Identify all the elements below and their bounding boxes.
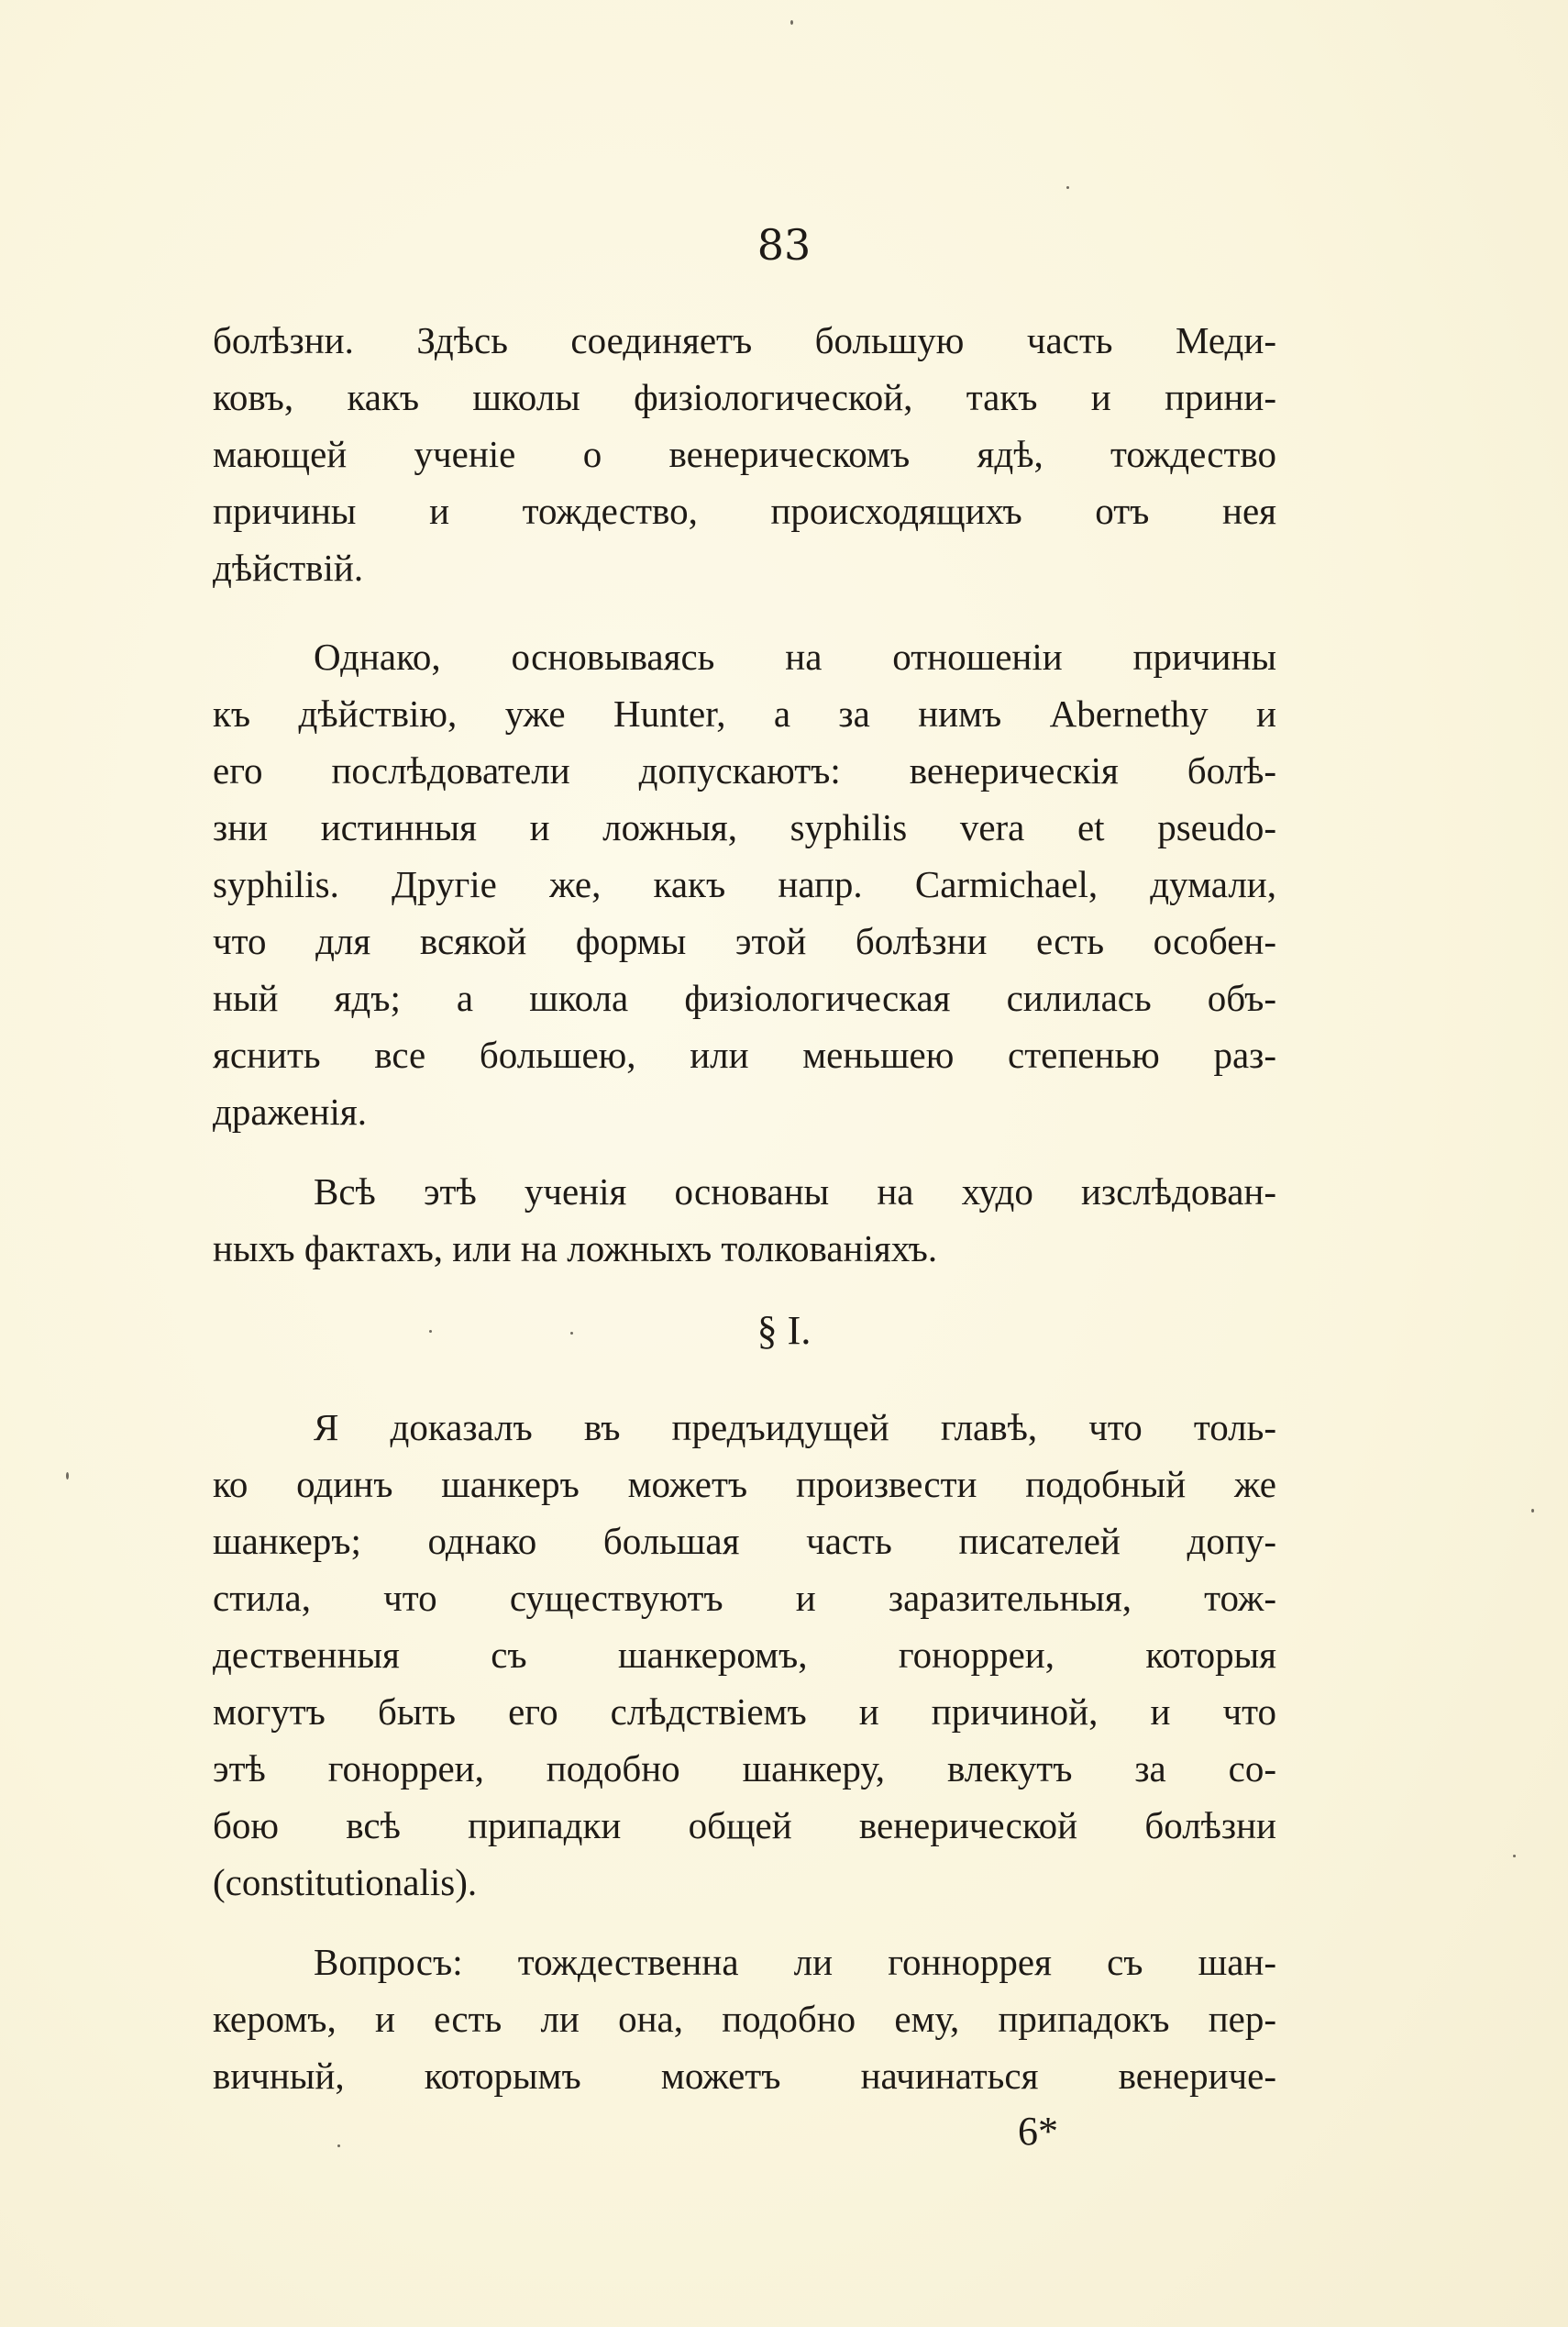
paragraph-continuation [213, 312, 1276, 596]
text-line: Вопросъ: тождественна ли гонноррея съ шан- [314, 1941, 1276, 1983]
paper-speck [429, 1330, 432, 1333]
text-line: его послѣдователи допускаютъ: венерическiя болѣ- [213, 749, 1276, 792]
text-line: Однако, основываясь на отношенiи причины [314, 636, 1276, 678]
paragraph-hunter [213, 628, 1276, 1140]
text-line: бою всѣ припадки общей венерической болѣзни [213, 1804, 1276, 1846]
text-line: мающей ученiе о венерическомъ ядѣ, тождество [213, 433, 1276, 475]
text-line: Я доказалъ въ предъидущей главѣ, что толь- [314, 1406, 1276, 1448]
text-line: ко одинъ шанкеръ можетъ произвести подобный же [213, 1463, 1276, 1505]
text-line: стила, что существуютъ и заразительныя, тож- [213, 1577, 1276, 1619]
text-line: зни истинныя и ложныя, syphilis vera et pseudo- [213, 806, 1276, 848]
text-line: ныхъ фактахъ, или на ложныхъ толкованiяхъ. [213, 1227, 938, 1269]
text-line: къ дѣйствiю, уже Hunter, а за нимъ Abernethy и [213, 693, 1276, 735]
text-line: этѣ гонорреи, подобно шанкеру, влекутъ за со- [213, 1747, 1276, 1790]
text-line: ковъ, какъ школы физiологической, такъ и прини- [213, 376, 1276, 418]
text-line: драженiя. [213, 1091, 367, 1133]
signature-mark: 6* [1018, 2109, 1058, 2154]
text-line: дественныя съ шанкеромъ, гонорреи, которыя [213, 1634, 1276, 1676]
text-line: керомъ, и есть ли она, подобно ему, припадокъ пер- [213, 1998, 1276, 2040]
text-line: причины и тождество, происходящихъ отъ нея [213, 490, 1276, 532]
section-heading: § I. [756, 1308, 812, 1353]
paper-speck [337, 2144, 340, 2147]
paper-speck [1531, 1509, 1534, 1513]
page-number: 83 [756, 220, 812, 270]
paper-speck [1513, 1855, 1516, 1857]
text-line: шанкеръ; однако большая часть писателей допу- [213, 1520, 1276, 1562]
paragraph-chancre [213, 1399, 1276, 1911]
text-line: яснить все большею, или меньшею степенью раз- [213, 1034, 1276, 1076]
paper-speck [1066, 186, 1069, 189]
text-line: ный ядъ; а школа физiологическая силилась объ- [213, 977, 1276, 1019]
text-line: Всѣ этѣ ученiя основаны на худо изслѣдован- [314, 1170, 1276, 1213]
text-line: (constitutionalis). [213, 1861, 478, 1903]
text-line: болѣзни. Здѣсь соединяетъ большую часть Меди- [213, 319, 1276, 361]
text-line: что для всякой формы этой болѣзни есть особен- [213, 920, 1276, 962]
text-line: дѣйствiй. [213, 547, 364, 589]
paper-speck [570, 1332, 573, 1335]
paragraph-question [213, 1934, 1276, 2104]
text-line: вичный, которымъ можетъ начинаться венериче- [213, 2055, 1276, 2097]
paper-speck [66, 1472, 69, 1479]
paper-speck [790, 20, 793, 25]
text-line: могутъ быть его слѣдствiемъ и причиной, и что [213, 1690, 1276, 1733]
paragraph-teachings [213, 1163, 1276, 1277]
text-line: syphilis. Другiе же, какъ напр. Carmichael, думали, [213, 863, 1276, 905]
